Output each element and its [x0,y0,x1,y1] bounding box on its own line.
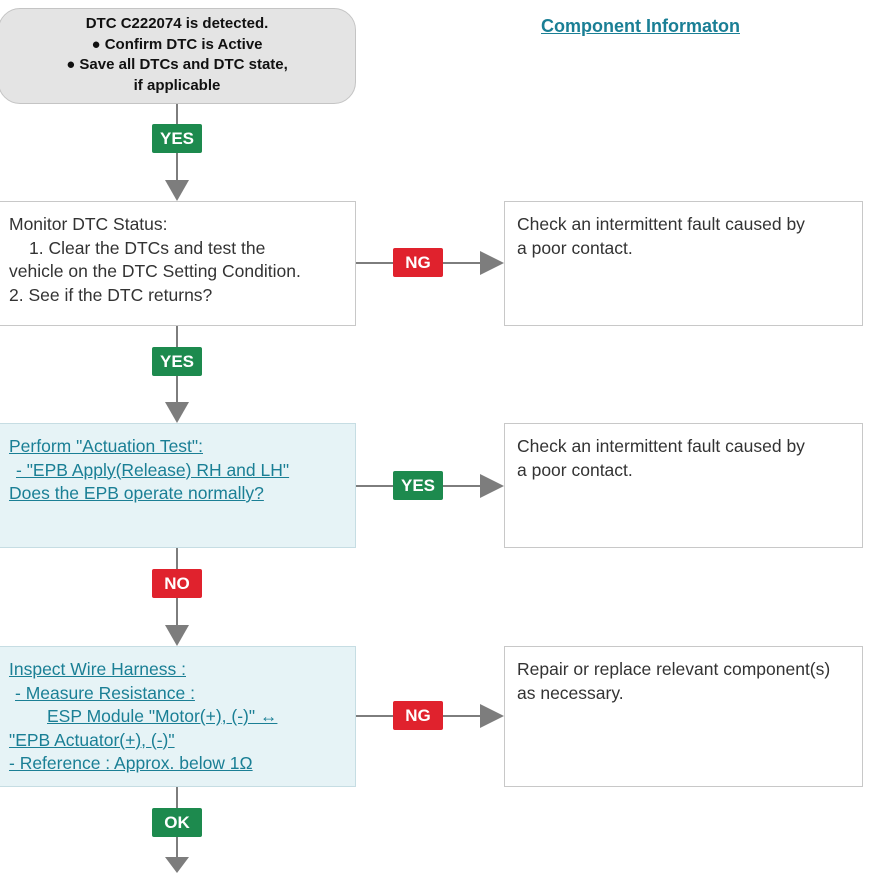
start-line: ● Save all DTCs and DTC state, [66,56,288,73]
ng-badge: NG [393,701,443,730]
step-monitor-dtc [0,201,356,326]
result-line: a poor contact. [517,237,633,258]
start-line: ● Confirm DTC is Active [91,35,263,53]
wire-harness-link[interactable]: Inspect Wire Harness : [9,659,186,679]
result-line: Check an intermittent fault caused by [517,214,805,234]
ng-badge: NG [393,248,443,277]
result-intermittent-fault [504,423,863,548]
result-line: Check an intermittent fault caused by [517,436,805,456]
result-repair-replace [504,646,863,787]
result-line: Repair or replace relevant component(s) [517,659,831,679]
wire-harness-link[interactable]: - Reference : Approx. below 1Ω [9,753,253,773]
ok-badge: OK [152,808,202,837]
component-information-link[interactable]: Component Informaton [541,16,740,36]
arrow-right-icon [480,251,504,275]
no-badge: NO [152,569,202,598]
arrow-down-icon [165,857,189,873]
result-line: a poor contact. [517,459,633,480]
wire-harness-link[interactable]: "EPB Actuator(+), (-)" [9,729,175,750]
result-intermittent-fault [504,201,863,326]
step-line: 1. Clear the DTCs and test the [29,237,266,258]
step-line: Monitor DTC Status: [9,214,168,234]
arrow-right-icon [480,474,504,498]
start-line: if applicable [133,76,221,94]
step-actuation-test [0,423,356,548]
actuation-test-link[interactable]: Perform "Actuation Test": [9,436,203,456]
arrow-down-icon [165,625,189,646]
result-line: as necessary. [517,682,624,703]
start-line: DTC C222074 is detected. [85,15,269,32]
yes-badge: YES [152,124,202,153]
step-line: vehicle on the DTC Setting Condition. [9,261,301,281]
yes-badge: YES [152,347,202,376]
actuation-test-link[interactable]: Does the EPB operate normally? [9,483,264,503]
step-line: 2. See if the DTC returns? [9,284,213,305]
actuation-test-link[interactable]: - "EPB Apply(Release) RH and LH" [16,459,290,480]
yes-badge: YES [393,471,443,500]
wire-harness-link[interactable]: ESP Module "Motor(+), (-)" ↔ [47,706,278,726]
arrow-down-icon [165,180,189,201]
wire-harness-link[interactable]: - Measure Resistance : [15,682,195,703]
arrow-right-icon [480,704,504,728]
arrow-down-icon [165,402,189,423]
start-box [0,8,356,104]
step-inspect-wire-harness [0,646,356,787]
